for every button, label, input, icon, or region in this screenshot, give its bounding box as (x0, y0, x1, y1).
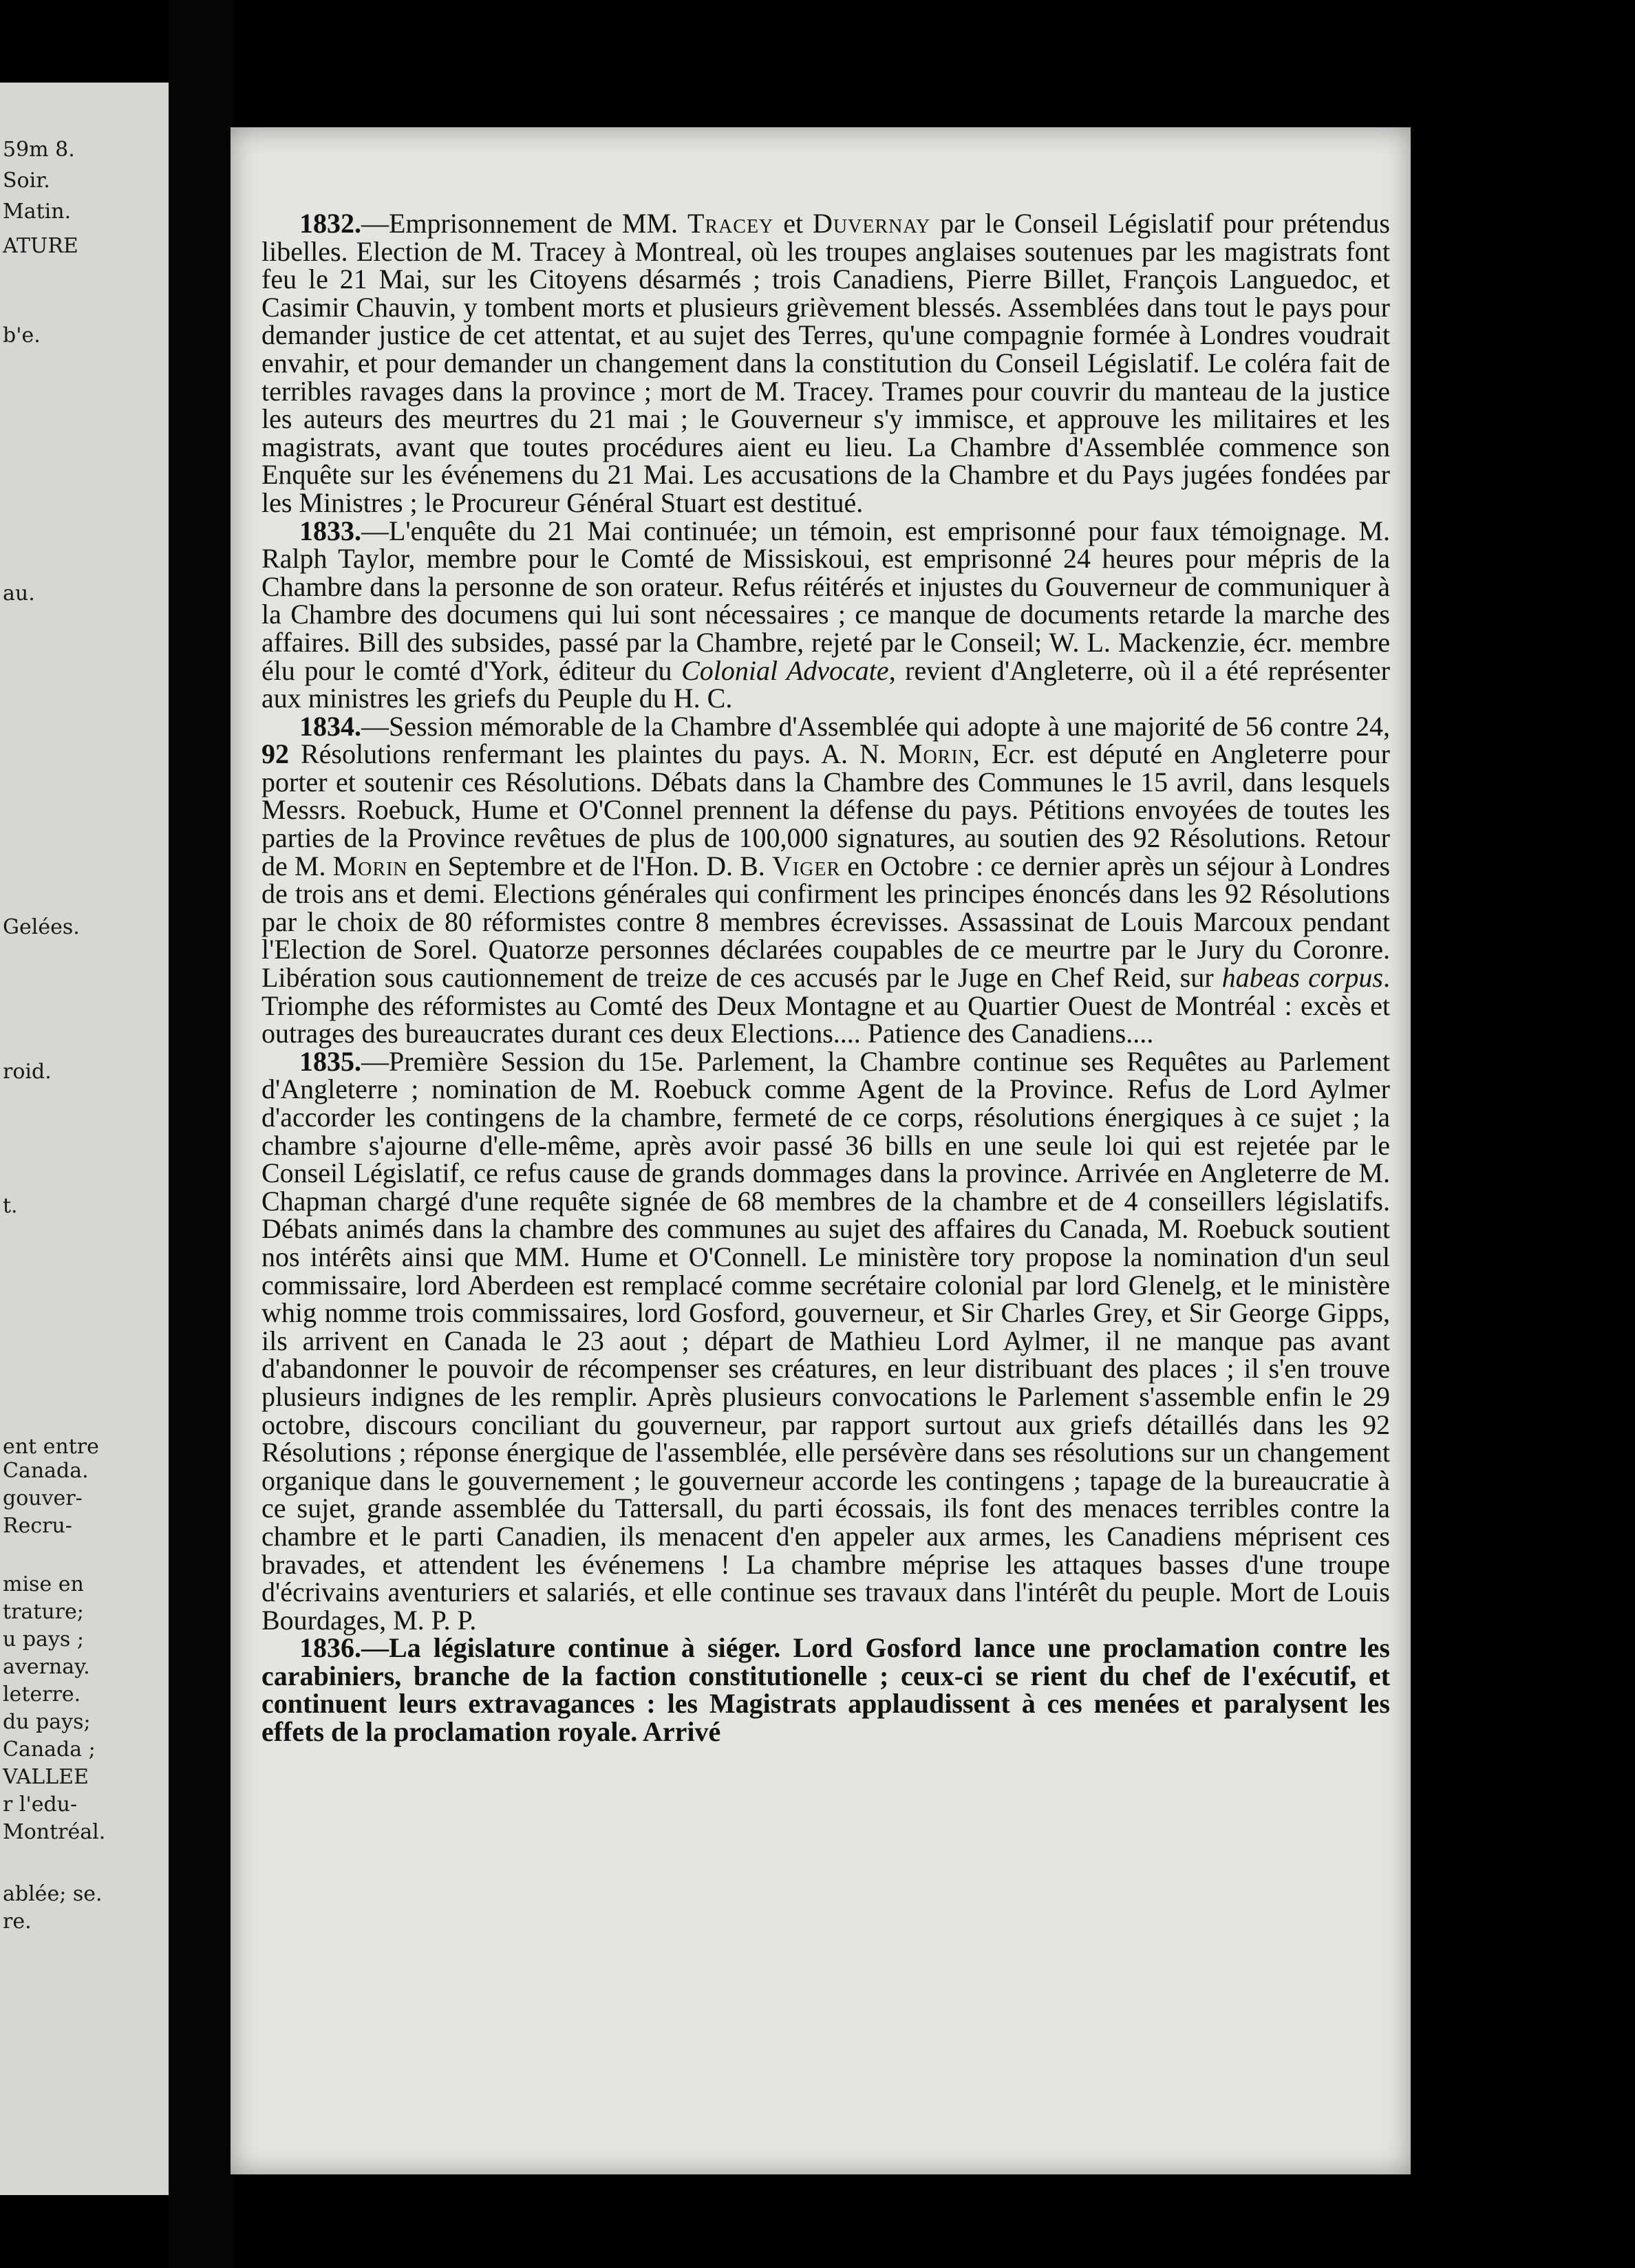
entry-text: Colonial Advocate (681, 654, 889, 686)
chronology-entry (261, 1634, 1390, 1746)
entry-text: Résolutions renfermant les plaintes du pays. A. N. (289, 738, 898, 770)
left-column-fragment: roid. (3, 1060, 52, 1084)
entry-year: 1833. (299, 515, 361, 546)
entry-year: 1832. (299, 208, 361, 239)
chronology-text (261, 210, 1390, 1746)
left-column-fragment: 59m 8. (3, 138, 75, 162)
document-page (231, 127, 1411, 2174)
entry-text: 92 (261, 738, 289, 770)
entry-year: 1834. (299, 710, 361, 742)
left-column-fragment: re. (3, 1909, 32, 1934)
scan-border (1411, 0, 1635, 2268)
entry-text: Morin (332, 850, 408, 881)
entry-text: en Septembre et de l'Hon. D. B. (407, 850, 772, 881)
left-column-fragment: mise en (3, 1572, 84, 1596)
entry-text: Morin (897, 738, 973, 770)
left-column-fragment: Recru- (3, 1514, 72, 1538)
entry-year: 1835. (299, 1045, 361, 1077)
entry-text: —Première Session du 15e. Parlement, la Chambre continue ses Requêtes au Parlement d'Angleterre ; nomination de M. Roebuck comme Agent de la Province. Refus de Lord Aylmer d'accorder les contingens de la chambre, fermeté de ce corps, résolutions énergiques à ce sujet ; la chambre s'ajourne d'elle-même, après avoir passé 36 bills en une seule loi qui est rejetée par le Conseil Législatif, ce refus cause de grands dommages dans la province. Arrivée en Angleterre de M. Chapman chargé d'une requête signée de 68 membres de la chambre et de 4 conseillers législatifs. Débats animés dans la chambre des communes au sujet des affaires du Canada, M. Roebuck soutient nos intérêts ainsi que MM. Hume et O'Connell. Le ministère tory propose la nomination d'un seul commissaire, lord Aberdeen est remplacé comme secrétaire colonial par lord Glenelg, et le ministère whig nomme trois commissaires, lord Gosford, gouverneur, et Sir Charles Grey, et Sir George Gipps, ils arrivent en Canada le 23 aout ; départ de Mathieu Lord Aylmer, il ne manque pas avant d'abandonner le pouvoir de récompenser ses créatures, en leur distribuant des places ; il s'en trouve plusieurs indignes de les remplir. Après plusieurs convocations le Parlement s'assemble enfin le 29 octobre, discours conciliant du gouverneur, par rapport surtout aux griefs détaillés dans les 92 Résolutions ; réponse énergique de l'assemblée, elle persévère dans ses résolutions sur un changement organique dans le gouvernement ; le gouverneur accorde les contingens ; tapage de la bureaucratie à ce sujet, grande assemblée du Tattersall, du parti écossais, ils font des menaces terribles contre la chambre et le parti Canadien, ils menacent d'en appeler aux armes, les Canadiens méprisent ces bravades, et attendent les événemens ! La chambre méprise les attaques basses d'une troupe d'écrivains aventuriers et salariés, et elle continue ses travaux dans l'intérêt du peuple. Mort de Louis Bourdages, M. P. P. (261, 1045, 1390, 1636)
left-column-fragment: gouver- (3, 1486, 83, 1510)
left-column-fragment: ent entre (3, 1435, 99, 1459)
entry-text: et (773, 208, 813, 239)
left-column-fragment: Canada. (3, 1459, 89, 1483)
chronology-entry (261, 710, 1391, 1049)
entry-text: , Ecr. est député en Angleterre pour porter et soutenir ces Résolutions. Débats dans la Chambre des Communes le 15 avril, dans lesquels Messrs. Roebuck, Hume et O'Connel prennent la défense du pays. Pétitions envoyées de toutes les parties de la Province revêtues de plus de 100,000 signatures, au soutien des 92 Résolutions. Retour de M. (261, 738, 1390, 881)
left-column-fragment: r l'edu- (3, 1793, 78, 1817)
left-column-fragment: Montréal. (3, 1820, 106, 1844)
page-gutter (169, 0, 234, 2268)
left-column-fragment: trature; (3, 1600, 84, 1624)
entry-year: 1836. (299, 1632, 361, 1664)
left-column-fragment: VALLEE (3, 1765, 89, 1789)
entry-text: Duvernay (813, 208, 931, 239)
left-column-fragment: au. (3, 581, 35, 606)
left-column-fragment: Soir. (3, 169, 50, 193)
left-column-fragment: Matin. (3, 200, 72, 224)
left-column-fragment: t. (3, 1194, 18, 1218)
entry-text: —Emprisonnement de MM. (361, 208, 687, 239)
entry-text: en Octobre : ce dernier après un séjour à Londres de trois ans et demi. Elections générales qui confirment les principes énoncés dans les 92 Résolutions par le choix de 80 réformistes contre 8 membres écrevisses. Assassinat de Louis Marcoux pendant l'Election de Sorel. Quatorze personnes déclarées coupables de ce meurtre par le Jury du Coronre. Libération sous cautionnement de treize de ces accusés par le Juge en Chef Reid, sur (261, 850, 1391, 994)
entry-text: —La législature continue à siéger. Lord Gosford lance une proclamation contre les carabiniers, branche de la faction constitutionelle ; ceux-ci se rient du chef de l'exécutif, et continuent leurs extravagances : les Magistrats applaudissent à ces menées et paralysent les effets de la proclamation royale. Arrivé (261, 1632, 1390, 1748)
entry-text: Tracey (687, 208, 774, 239)
entry-text: par le Conseil Législatif pour prétendus libelles. Election de M. Tracey à Montreal, où les troupes anglaises soutenues par les magistrats font feu le 21 Mai, sur les Citoyens désarmés ; trois Canadiens, Pierre Billet, François Languedoc, et Casimir Chauvin, y tombent morts et plusieurs grièvement blessés. Assemblées dans tout le pays pour demander justice de cet attentat, et au sujet des Terres, qu'une compagnie formée à Londres voudrait envahir, et pour demander un changement dans la constitution du Conseil Législatif. Le coléra fait de terribles ravages dans la province ; mort de M. Tracey. Trames pour couvrir du manteau de la justice les auteurs des meurtres du 21 mai ; le Gouverneur s'y immisce, et approuve les militaires et les magistrats, avant que toutes procédures aient eu lieu. La Chambre d'Assemblée commence son Enquête sur les événemens du 21 Mai. Les accusations de la Chambre et du Pays jugées fondées par les Ministres ; le Procureur Général Stuart est destitué. (261, 208, 1391, 518)
left-column-fragment: u pays ; (3, 1627, 84, 1651)
left-column-fragment: leterre. (3, 1682, 81, 1707)
entry-text: habeas corpus (1221, 962, 1383, 994)
entry-text: —Session mémorable de la Chambre d'Assemblée qui adopte à une majorité de 56 contre 24, (361, 710, 1390, 742)
left-column-fragment: b'e. (3, 323, 41, 347)
left-column-fragment: du pays; (3, 1710, 91, 1734)
chronology-entry (261, 1045, 1390, 1636)
left-column-fragment: ablée; se. (3, 1882, 103, 1906)
left-column-fragment: avernay. (3, 1655, 90, 1679)
left-page-fragment (0, 83, 169, 2195)
entry-text: Viger (771, 850, 841, 881)
chronology-entry (261, 210, 1390, 517)
entry-text: —L'enquête du 21 Mai continuée; un témoin, est emprisonné pour faux témoignage. M. Ralph Taylor, membre pour le Comté de Missiskoui, est emprisonné 24 heures pour mépris de la Chambre dans la personne de son orateur. Refus réitérés et injustes du Gouverneur de communiquer à la Chambre des documens qui lui sont nécessaires ; ce manque de documents retarde la marche des affaires. Bill des subsides, passé par la Chambre, rejeté par le Conseil; W. L. Mackenzie, écr. membre élu pour le comté d'York, éditeur du (261, 515, 1390, 686)
left-column-fragment: ATURE (3, 234, 78, 258)
left-column-fragment: Canada ; (3, 1737, 96, 1762)
chronology-entry (261, 517, 1390, 713)
left-column-fragment: Gelées. (3, 915, 80, 939)
entry-text: . Triomphe des réformistes au Comté des Deux Montagne et au Quartier Ouest de Montréal : excès et outrages des bureaucrates durant ces deux Elections.... Patience des Canadiens.... (261, 962, 1390, 1049)
entry-text: , revient d'Angleterre, où il a été représenter aux ministres les griefs du Peuple du H. C. (261, 654, 1390, 714)
